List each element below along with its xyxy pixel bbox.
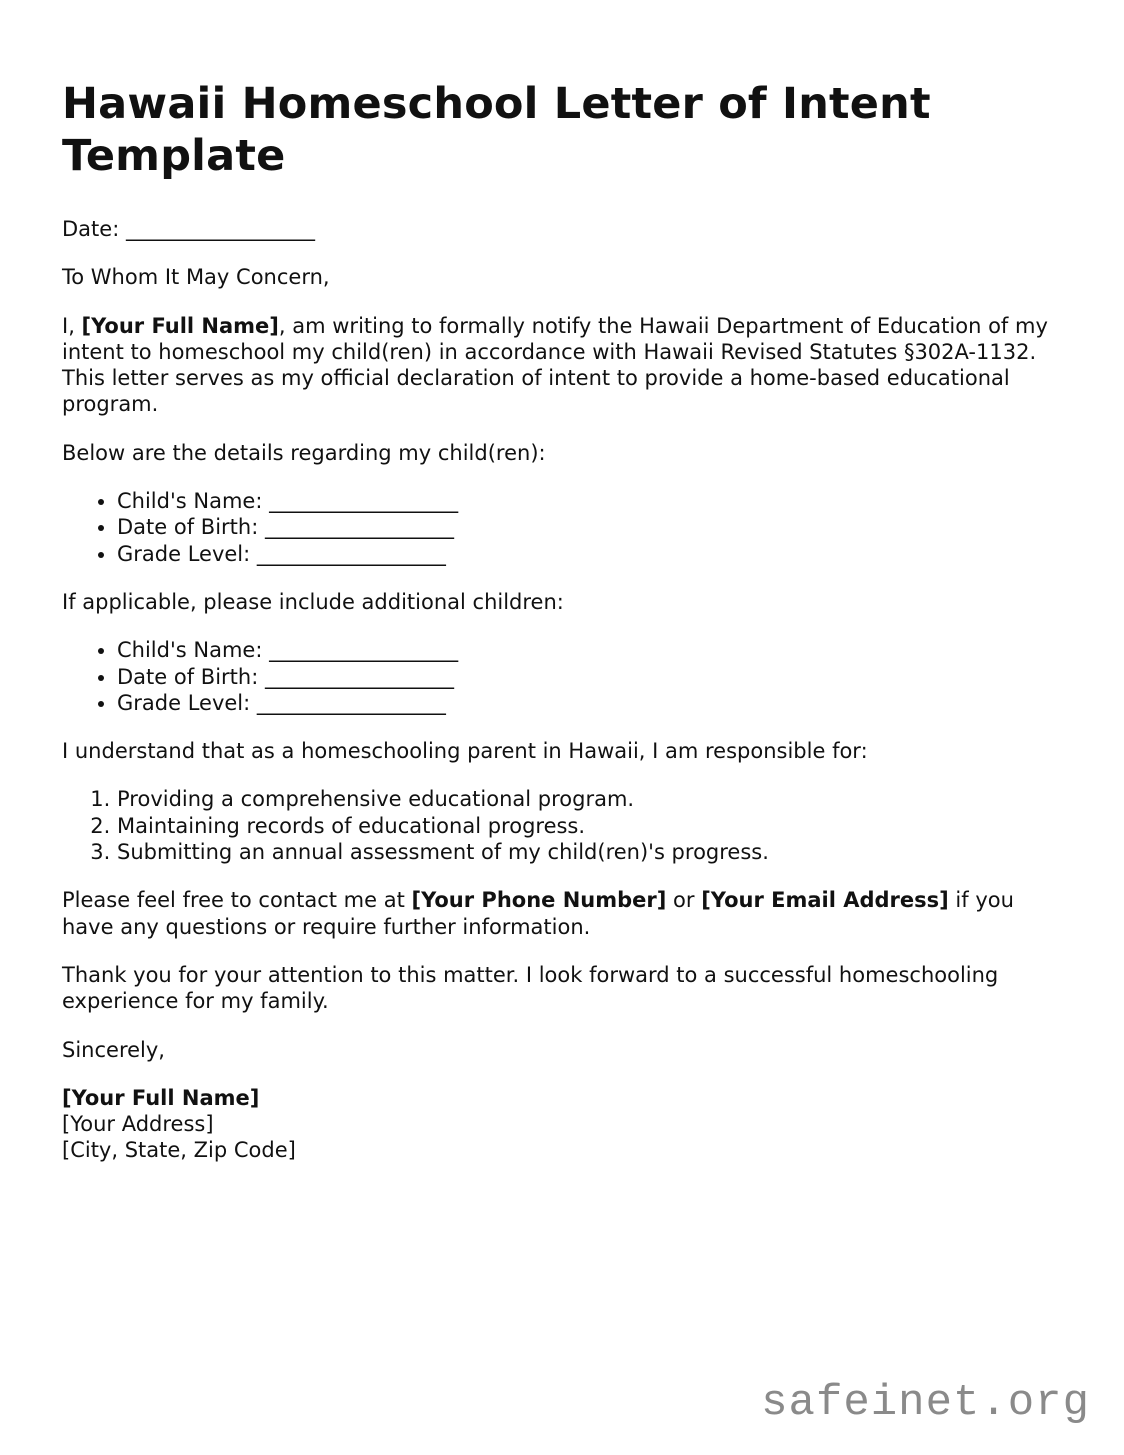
additional-children-intro: If applicable, please include additional children: <box>62 589 564 614</box>
list-item <box>117 690 1062 716</box>
signature-address: [Your Address] <box>62 1112 214 1137</box>
children-intro: Below are the details regarding my child(ren): <box>62 440 546 465</box>
list-item <box>117 488 1062 514</box>
responsibilities-list <box>62 786 1062 865</box>
date-line <box>62 216 1062 242</box>
field-blank: __________________ <box>269 489 459 514</box>
full-name-placeholder: [Your Full Name] <box>81 313 279 338</box>
field-label: Child's Name: <box>117 638 263 663</box>
field-blank: __________________ <box>269 638 459 663</box>
salutation: To Whom It May Concern, <box>62 265 330 290</box>
children-fields-list <box>62 488 1062 567</box>
field-blank: __________________ <box>256 541 446 566</box>
list-item <box>117 637 1062 663</box>
field-label: Grade Level: <box>117 690 251 715</box>
contact-paragraph <box>62 887 1062 940</box>
phone-placeholder: [Your Phone Number] <box>411 888 667 913</box>
closing-paragraph: Thank you for your attention to this matter. I look forward to a successful homeschooling experience for my family. <box>62 962 999 1014</box>
signature-name: [Your Full Name] <box>62 1085 260 1110</box>
list-item: 3. Submitting an annual assessment of my child(ren)'s progress. <box>117 839 1062 865</box>
signature-block <box>62 1085 1062 1164</box>
signature-city-state-zip: [City, State, Zip Code] <box>62 1138 296 1163</box>
document-title: Hawaii Homeschool Letter of Intent Template <box>62 79 931 181</box>
additional-fields-list <box>62 637 1062 716</box>
intro-prefix: I, <box>62 313 82 338</box>
field-blank: __________________ <box>256 690 446 715</box>
intro-paragraph <box>62 313 1062 418</box>
list-item <box>117 514 1062 540</box>
responsibilities-intro: I understand that as a homeschooling parent in Hawaii, I am responsible for: <box>62 739 868 764</box>
letter-document <box>62 78 1062 1164</box>
list-item <box>117 541 1062 567</box>
field-label: Date of Birth: <box>117 515 259 540</box>
contact-suffix: if you have any questions or require further information. <box>62 888 1014 939</box>
sign-off: Sincerely, <box>62 1037 165 1062</box>
date-blank: __________________ <box>125 217 315 241</box>
date-label: Date: <box>62 217 120 241</box>
field-label: Date of Birth: <box>117 664 259 689</box>
contact-middle: or <box>666 888 702 913</box>
field-blank: __________________ <box>264 515 454 540</box>
list-item: 1. Providing a comprehensive educational program. <box>117 786 1062 812</box>
contact-prefix: Please feel free to contact me at <box>62 888 412 913</box>
field-label: Grade Level: <box>117 541 251 566</box>
field-label: Child's Name: <box>117 489 263 514</box>
list-item: 2. Maintaining records of educational progress. <box>117 813 1062 839</box>
watermark: safeinet.org <box>761 1378 1090 1428</box>
email-placeholder: [Your Email Address] <box>701 888 949 913</box>
list-item <box>117 664 1062 690</box>
intro-text: , am writing to formally notify the Hawaii Department of Education of my intent to homeschool my child(ren) in accordance with Hawaii Revised Statutes §302A-1132. This letter serves as my official declaration of intent to provide a home-based educational program. <box>62 313 1048 417</box>
field-blank: __________________ <box>264 664 454 689</box>
